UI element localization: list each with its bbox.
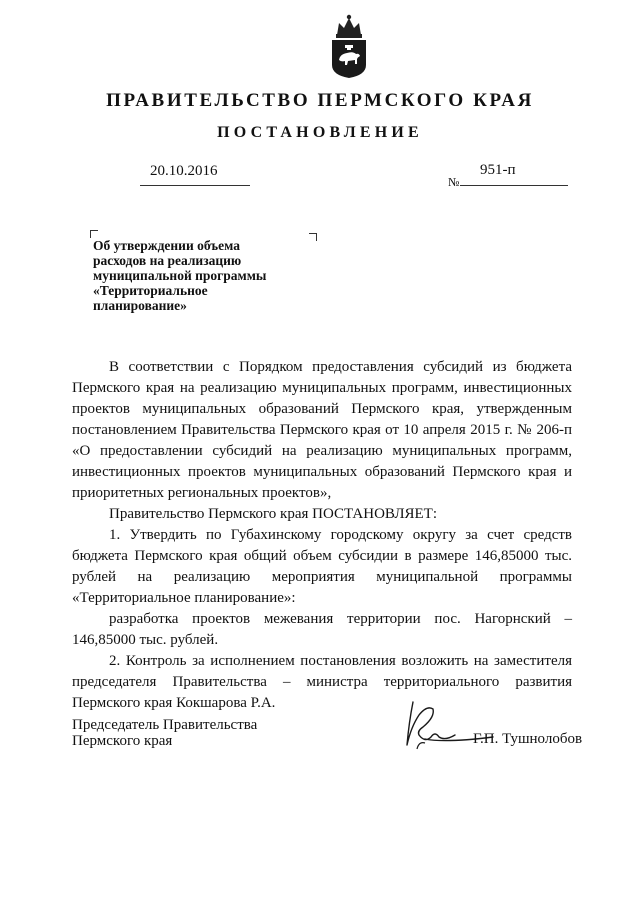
number-sign: № — [448, 175, 460, 189]
item-2-paragraph: 2. Контроль за исполнением постановления возложить на заместителя председателя Правительства – министра территориального развития Пермского края Кокшарова Р.А. — [72, 653, 572, 711]
signatory-name: Г.П. Тушнолобов — [473, 731, 583, 747]
decree-number: 951-п — [480, 162, 516, 178]
number-underline — [460, 185, 568, 186]
decree-date: 20.10.2016 — [150, 163, 218, 179]
item-1-paragraph: 1. Утвердить по Губахинскому городскому округу за счет средств бюджета Пермского края общий объем субсидии в размере 146,85000 тыс. рублей на реализацию мероприятия муниципальной программы «Территориальное планирование»: — [72, 527, 572, 606]
resolves-paragraph: Правительство Пермского края ПОСТАНОВЛЯЕТ: — [109, 506, 438, 522]
subject-bracket-left — [90, 230, 98, 238]
subject-line: расходов на реализацию — [93, 253, 242, 268]
document-type-title: ПОСТАНОВЛЕНИЕ — [217, 124, 423, 141]
signatory-position — [72, 717, 257, 749]
preamble-paragraph: В соответствии с Порядком предоставления субсидий из бюджета Пермского края на реализацию муниципальных программ, инвестиционных проектов муниципальных образований Пермского края, утвержденным постановлением Правительства Пермского края от 10 апреля 2015 г. № 206-п «О предоставлении субсидий на реализацию муниципальных программ, инвестиционных проектов муниципальных образований Пермского края и приоритетных региональных проектов», — [72, 359, 572, 501]
perm-krai-coat-of-arms-icon — [328, 13, 370, 79]
date-underline — [140, 185, 250, 186]
subject-line: Об утверждении объема — [93, 238, 240, 253]
subject-line: планирование» — [93, 298, 187, 313]
decree-subject — [93, 238, 313, 313]
decree-body — [72, 357, 572, 714]
subject-line: «Территориальное — [93, 283, 208, 298]
item-1-sub-paragraph: разработка проектов межевания территории пос. Нагорнский – 146,85000 тыс. рублей. — [72, 611, 572, 648]
subject-line: муниципальной программы — [93, 268, 267, 283]
signatory-position-line: Председатель Правительства — [72, 717, 258, 733]
government-title: ПРАВИТЕЛЬСТВО ПЕРМСКОГО КРАЯ — [106, 90, 534, 111]
signatory-position-line: Пермского края — [72, 733, 173, 749]
